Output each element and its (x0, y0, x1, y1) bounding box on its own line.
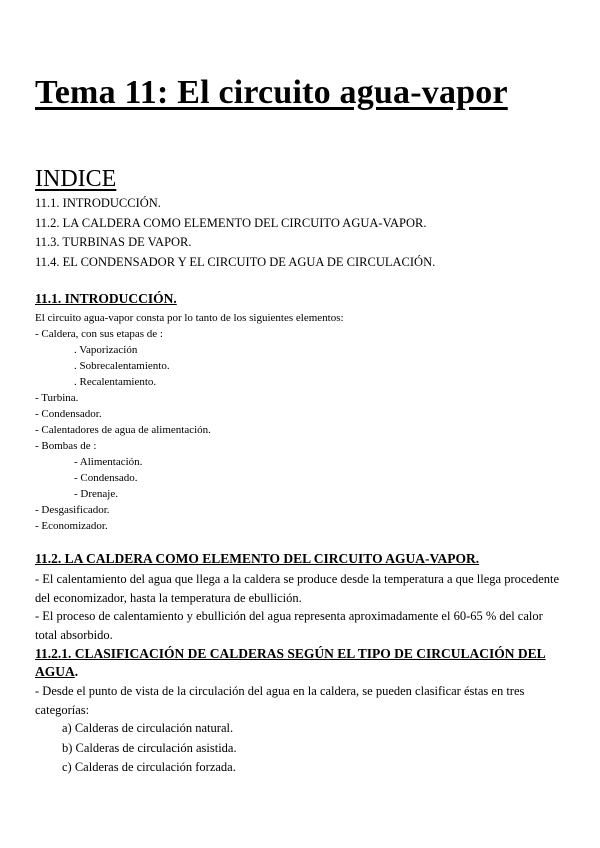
section-2-1-heading (35, 645, 555, 680)
category-item: a) Calderas de circulación natural. (62, 721, 234, 735)
indice-heading: INDICE (35, 166, 117, 192)
section-2-1-heading-text: 11.2.1. CLASIFICACIÓN DE CALDERAS SEGÚN EL TIPO DE CIRCULACIÓN DEL AGUA (35, 646, 546, 679)
category-item: b) Calderas de circulación asistida. (62, 740, 237, 755)
category-item: c) Calderas de circulación forzada. (62, 760, 236, 774)
section-2-heading: 11.2. LA CALDERA COMO ELEMENTO DEL CIRCUITO AGUA-VAPOR. (35, 551, 480, 566)
page-title: Tema 11: El circuito agua-vapor (35, 74, 508, 111)
list-item: - Desgasificador. (35, 504, 110, 516)
list-item: - Turbina. (35, 392, 79, 404)
list-item: El circuito agua-vapor consta por lo tanto de los siguientes elementos: (35, 312, 344, 324)
list-item: - Alimentación. (74, 456, 143, 468)
list-item: . Recalentamiento. (74, 376, 157, 388)
section-2-body (35, 570, 560, 644)
indice-list (35, 194, 435, 272)
indice-item: 11.1. INTRODUCCIÓN. (35, 196, 161, 210)
indice-item: 11.4. EL CONDENSADOR Y EL CIRCUITO DE AGUA DE CIRCULACIÓN. (35, 254, 436, 269)
list-item: - Condensado. (74, 472, 138, 484)
paragraph: - Desde el punto de vista de la circulación del agua en la caldera, se pueden clasificar éstas en tres categorías: (35, 684, 525, 717)
section-2-1-heading-period: . (74, 663, 79, 679)
list-item: . Sobrecalentamiento. (74, 360, 170, 372)
list-item: - Caldera, con sus etapas de : (35, 328, 163, 340)
section-1-heading: 11.1. INTRODUCCIÓN. (35, 291, 177, 306)
list-item: . Vaporización (74, 344, 138, 356)
paragraph: - El proceso de calentamiento y ebullición del agua representa aproximadamente el 60-65 % del calor total absorbido. (35, 609, 543, 642)
section-2-1-body (35, 682, 560, 719)
list-item: - Calentadores de agua de alimentación. (35, 424, 211, 436)
list-item: - Drenaje. (74, 488, 118, 500)
paragraph: - El calentamiento del agua que llega a la caldera se produce desde la temperatura a que llega procedente del economizador, hasta la temperatura de ebullición. (35, 572, 560, 605)
section-1-list (35, 310, 344, 534)
list-item: - Bombas de : (35, 440, 97, 452)
indice-item: 11.3. TURBINAS DE VAPOR. (35, 235, 192, 249)
list-item: - Economizador. (35, 520, 108, 532)
indice-item: 11.2. LA CALDERA COMO ELEMENTO DEL CIRCUITO AGUA-VAPOR. (35, 215, 427, 230)
list-item: - Condensador. (35, 408, 102, 420)
categories-list (62, 719, 237, 778)
